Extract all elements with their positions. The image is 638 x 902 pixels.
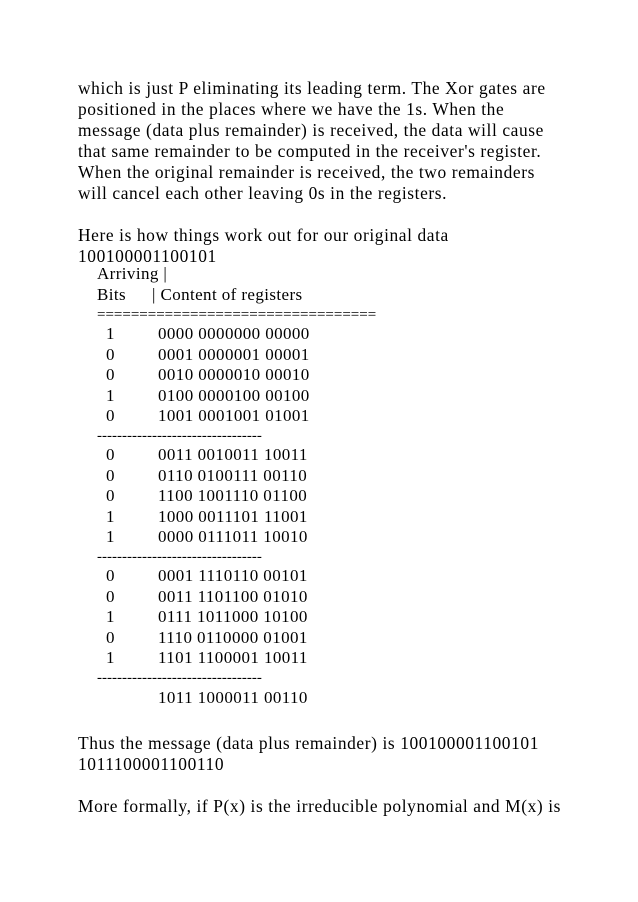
arriving-bit: 0 — [106, 566, 115, 585]
arriving-bit: 0 — [106, 586, 115, 606]
text-line: will cancel each other leaving 0s in the registers. — [78, 183, 448, 203]
arriving-bit: 1 — [106, 506, 115, 526]
dash-rule: --------------------------------- — [97, 670, 262, 686]
arriving-bit: 0 — [106, 406, 115, 426]
arriving-bit: 0 — [106, 486, 115, 506]
arriving-bit: 1 — [106, 385, 115, 405]
register-content: 1000 0011101 11001 — [158, 506, 308, 526]
arriving-bit: 1 — [106, 324, 115, 343]
arriving-bit: 1 — [106, 648, 115, 668]
arriving-bit: 0 — [106, 445, 115, 464]
register-content: 0011 1101100 01010 — [158, 586, 308, 606]
register-content: 0010 0000010 00010 — [158, 365, 310, 385]
arriving-bit: 1 — [106, 607, 115, 627]
register-content: 0000 0111011 10010 — [158, 527, 308, 547]
register-content: 1110 0110000 01001 — [158, 627, 308, 647]
text-line: More formally, if P(x) is the irreducible polynomial and M(x) is — [78, 796, 562, 816]
register-content: 1001 0001001 01001 — [158, 406, 310, 426]
text-line: which is just P eliminating its leading term. The Xor gates are — [78, 78, 546, 98]
table-header-bits: Bits — [97, 285, 127, 304]
register-content: 0100 0000100 00100 — [158, 385, 310, 405]
text-line: Here is how things work out for our original data — [78, 225, 449, 245]
arriving-bit: 1 — [106, 527, 115, 547]
register-content: 0011 0010011 10011 — [158, 445, 308, 464]
arriving-bit: 0 — [106, 465, 115, 485]
text-line: 1011100001100110 — [78, 754, 225, 774]
double-rule: ================================= — [97, 307, 377, 323]
arriving-bit: 0 — [106, 627, 115, 647]
register-content: 0001 0000001 00001 — [158, 344, 310, 364]
register-content: 1100 1001110 01100 — [158, 486, 308, 506]
dash-rule: --------------------------------- — [97, 549, 262, 565]
register-content: 0111 1011000 10100 — [158, 607, 308, 627]
text-line: Thus the message (data plus remainder) is 100100001100101 — [78, 733, 539, 753]
text-line: that same remainder to be computed in the receiver's register. — [78, 141, 542, 161]
arriving-bit: 0 — [106, 365, 115, 385]
register-content: 0001 1110110 00101 — [158, 566, 308, 585]
arriving-bit: 0 — [106, 344, 115, 364]
final-remainder: 1011 1000011 00110 — [158, 688, 308, 707]
text-line: When the original remainder is received, the two remainders — [78, 162, 535, 182]
dash-rule: --------------------------------- — [97, 428, 262, 444]
table-header-content: | Content of registers — [152, 285, 303, 304]
text-line: 100100001100101 — [78, 246, 217, 266]
table-header-arriving: Arriving | — [97, 264, 168, 283]
register-content: 0000 0000000 00000 — [158, 324, 310, 343]
text-line: message (data plus remainder) is received, the data will cause — [78, 120, 544, 140]
text-line: positioned in the places where we have the 1s. When the — [78, 99, 505, 119]
register-content: 1101 1100001 10011 — [158, 648, 308, 668]
register-content: 0110 0100111 00110 — [158, 465, 308, 485]
